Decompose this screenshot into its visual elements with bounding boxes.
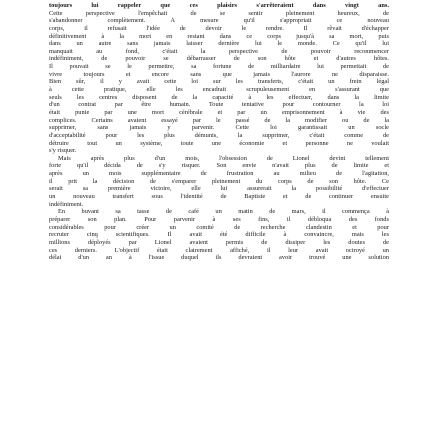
text-line: forte qu'il décida de s'y risquer. Son envie n'avait plus de limite et: [49, 162, 389, 170]
text-line: indéfiniment.: [49, 200, 84, 208]
text-line: préparer son plan. Pour parvenir à ses fins, il débloqua des fonds: [49, 215, 389, 223]
text-line: définitivement à la mort en restant dans ce corps jusqu'à sa mort, puis: [49, 32, 389, 40]
text-line: d'un contrat par être humain. Toute tentative pour contourner la loi: [49, 101, 389, 109]
text-line: délai d'un an à l'issue duquel ils devraient avoir trouvé une solution: [49, 254, 389, 262]
text-line: manquait au fond, c'était la perspective de pouvoir recommencer: [49, 47, 389, 55]
text-line: considérables pour créer un comité de recherche clandestin et pour: [49, 223, 389, 231]
text-line: vivre toujours et encore sans que jamais l'aurore ne disparaisse.: [49, 70, 389, 78]
text-line: d'acceptabilité pour les plus démunis, la supprimer, c'était comme de: [49, 131, 389, 139]
text-line: recruter cinq scientifiques. Il avait été difficile à convaincre, mais les: [49, 231, 389, 239]
text-line: Il pouvait se le permettre, sa fortune de milliardaire lui permettait de: [49, 63, 389, 71]
text-line: dans un autre sans jamais laisser dernière lui le monde. Ce qu'il lui: [49, 40, 389, 48]
text-line: En buvant sa tasse de café un matin de mars, il commença à: [58, 208, 389, 216]
text-line: indéfiniment, de pouvoir se débarrasser de son hôte et d'autres hôtes.: [49, 55, 389, 63]
text-line: à cette pratique, elle les encadrait scrupuleusement en s'assurant que: [49, 86, 389, 94]
text-line: était punie par une mort cérébrale et par un emprisonnement à vie des: [49, 108, 389, 116]
text-line: un nouveau transfert sous l'identité de Baptiste et de continuer ensuite: [49, 193, 389, 201]
text-line: Cette perspective l'empêchait de se sentir pleinement heureux, de: [49, 9, 389, 17]
text-line: s'abandonner complètement. À mesure qu'il s'appropriait ce nouveau: [49, 17, 389, 25]
text-line: complices. Certains avaient essayé par le passé de la modifier ou de la: [49, 116, 389, 124]
text-line: ces derniers. L'objectif était clairement affiché, il leur avait octroyé un: [49, 246, 389, 254]
text-line: Bien sûr, il y avait cette loi sur les transferts, c'était un frein légal: [49, 78, 389, 86]
text-line: s'y risquer.: [49, 147, 77, 155]
text-line: serait sa première victoire, elle lui assurerait la possibilité d'effectuer: [49, 185, 389, 193]
text-line: il prit la décision de s'emparer pleinement du corps de son hôte. Ce: [49, 177, 389, 185]
text-line: millions déployés par Lionel avaient permis de dissiper les doutes de: [49, 238, 389, 246]
text-line: détruire tout un système, toute une économie et personne ne voulait: [49, 139, 389, 147]
text-line: après un mois supplémentaire de frustration au milieu de l'agitation,: [49, 170, 389, 178]
text-line: seuls les centres disposent de la capacité à les effectuer, dans la limite: [49, 93, 389, 101]
text-line: toujours lui rappeler que ces plaisirs s'arrêteraient dans vingt ans.: [49, 2, 389, 9]
text-line: Mais après plus d'un mois, l'obsession de Lionel devint tellement: [58, 154, 389, 162]
text-line: corps, il refusait l'idée de devoir le rendre. Il rêvait d'échapper: [49, 24, 389, 32]
text-line: supprimer, sans jamais y parvenir. Cette loi garantissait un socle: [49, 124, 389, 132]
